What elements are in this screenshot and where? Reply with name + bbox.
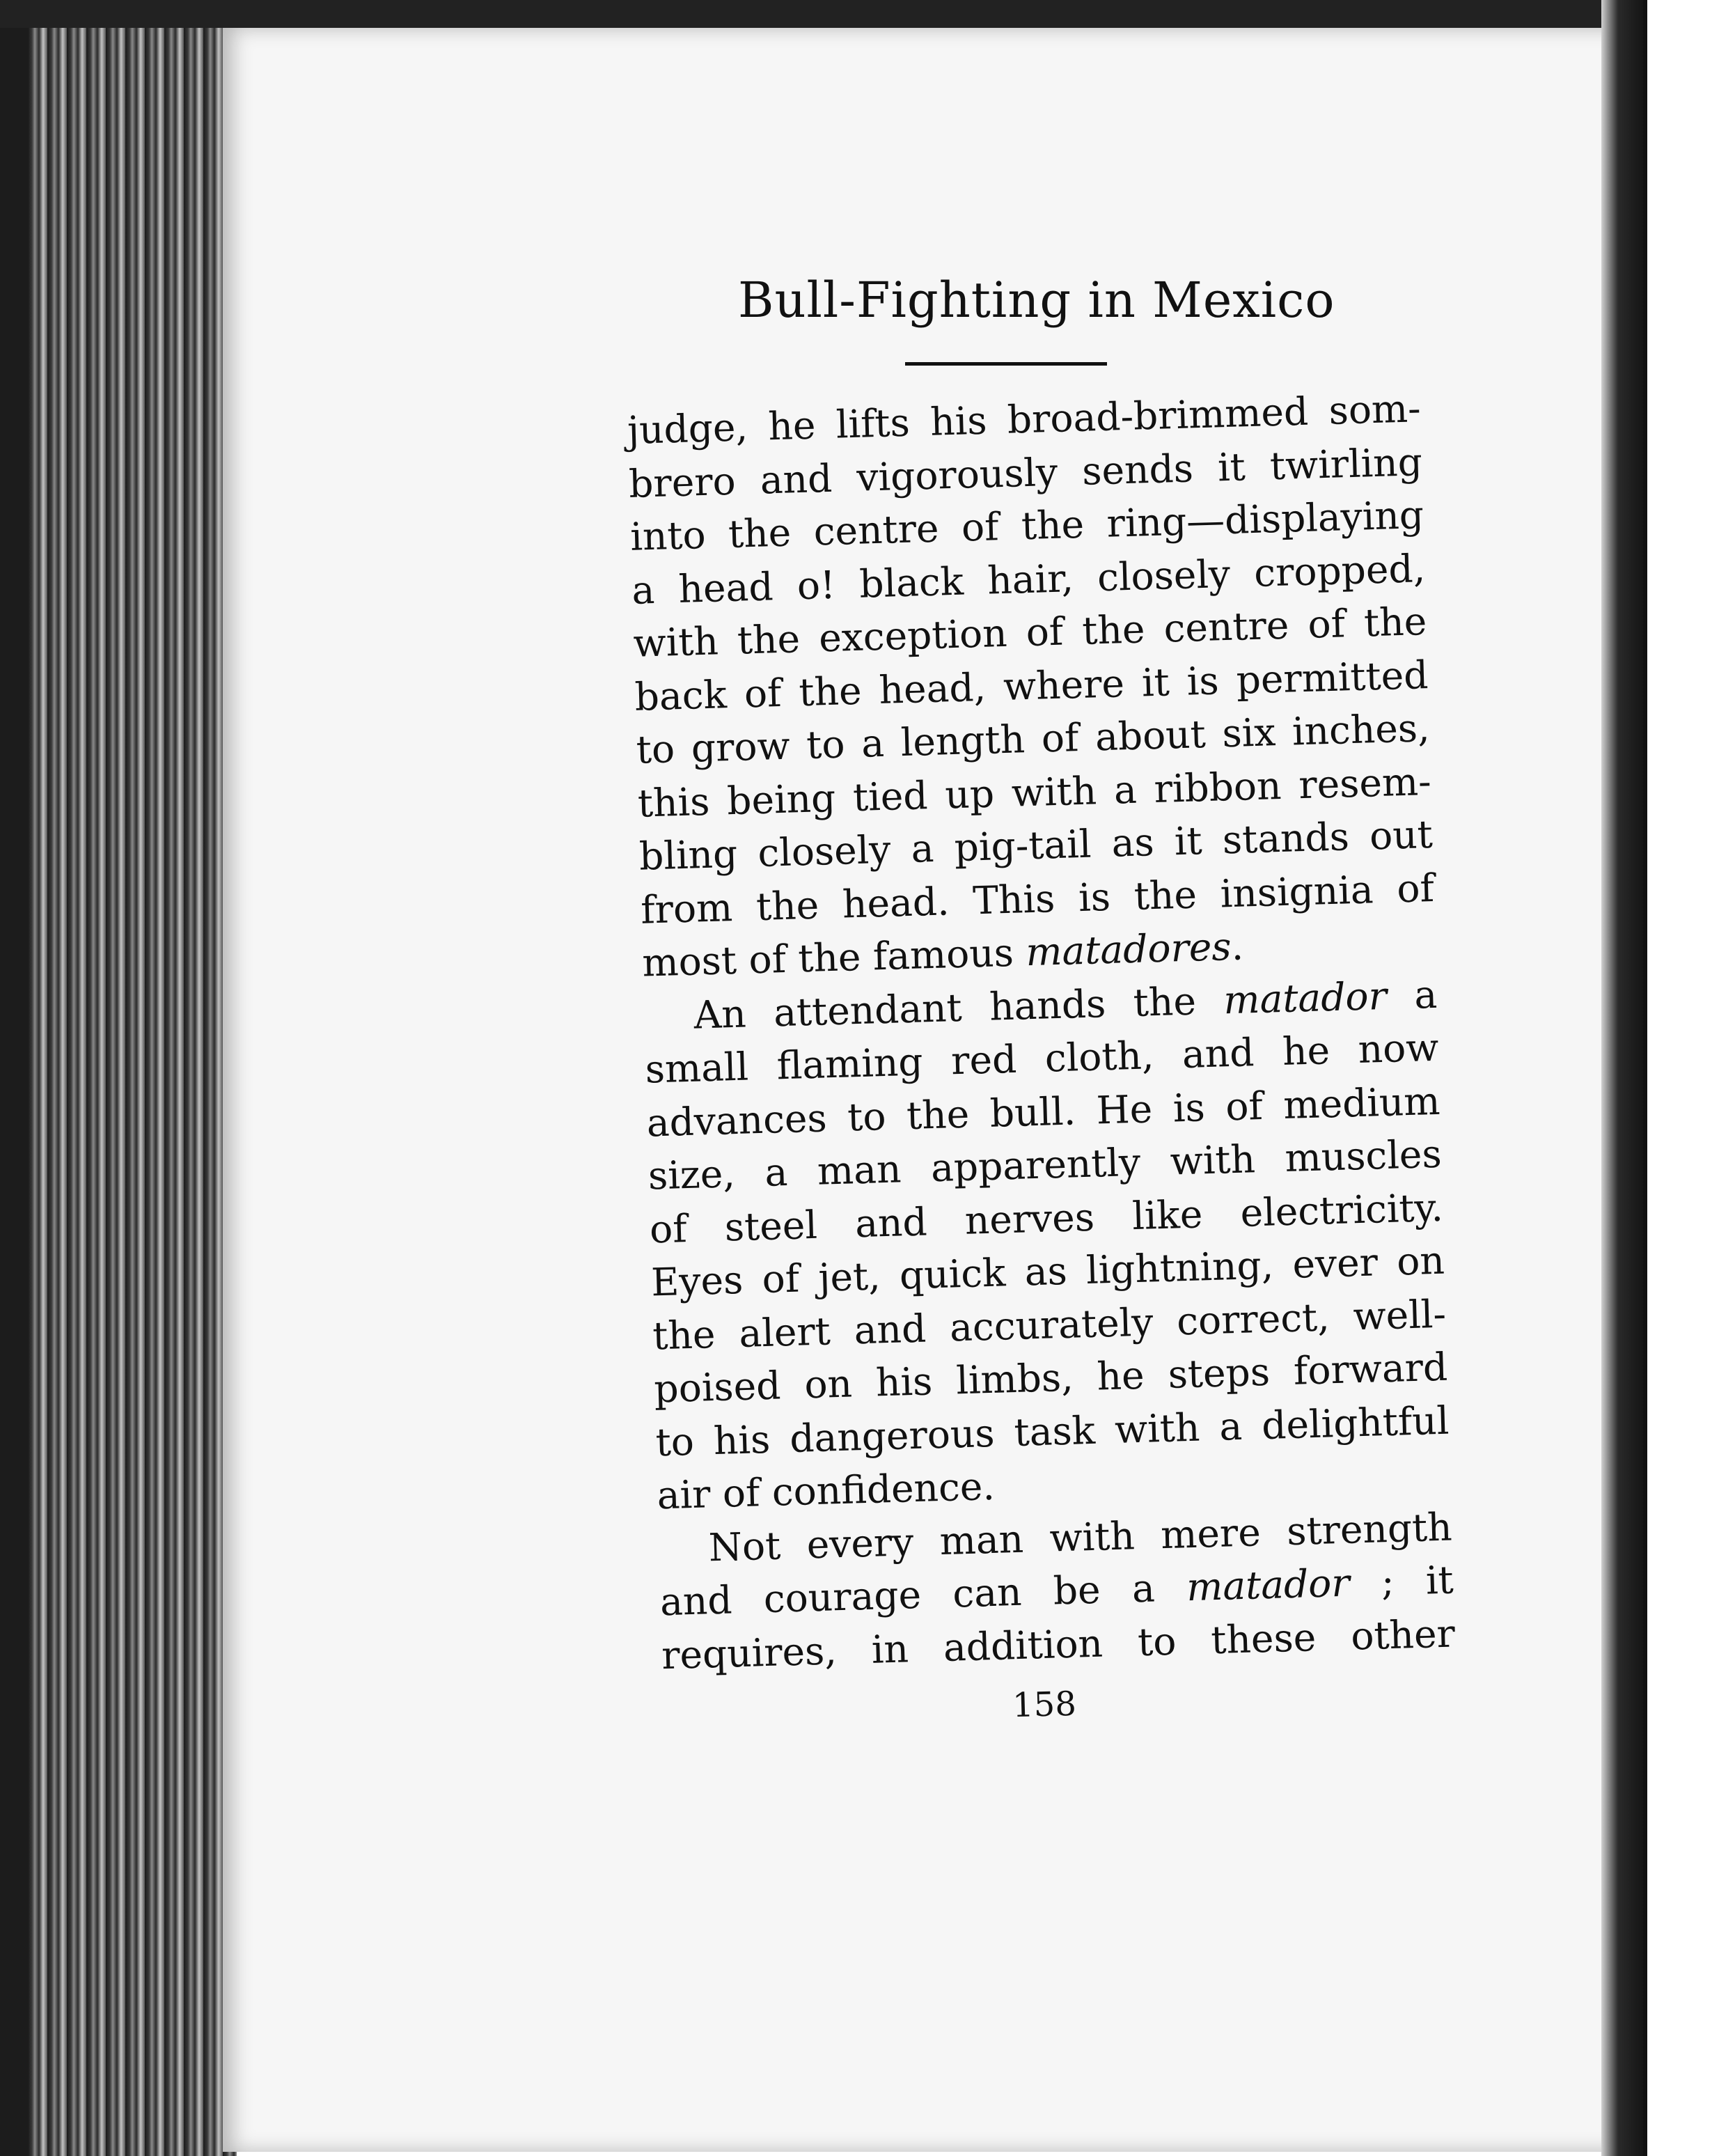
text-line: this being tied up with a ribbon resem- [637, 758, 1432, 826]
text-line: advances to the bull. He is of medium [645, 1078, 1441, 1146]
text-line: poised on his limbs, he steps forward [653, 1344, 1448, 1412]
text-run: ; it [1349, 1557, 1454, 1605]
page-gutter [1601, 0, 1643, 2156]
facing-page-edge [1643, 0, 1735, 2156]
text-line: small flaming red cloth, and he now [644, 1024, 1440, 1092]
text-line: requires, in addition to these other [661, 1610, 1456, 1678]
text-run: An attendant hands the [693, 977, 1225, 1038]
italic-term: matador [1223, 973, 1388, 1022]
head-rule [905, 362, 1107, 366]
italic-term: matadores [1025, 924, 1232, 975]
text-line: brero and vigorously sends it twirling [628, 439, 1423, 506]
text-line: air of confidence. [656, 1463, 996, 1518]
book-top-edge [0, 0, 1636, 28]
text-line: to his dangerous task with a delightful [654, 1398, 1450, 1464]
text-line: size, a man apparently with muscles [647, 1131, 1443, 1198]
text-line: judge, he lifts his broad-brimmed som- [627, 386, 1422, 453]
text-line: from the head. This is the insignia of [640, 865, 1435, 932]
page-edges [28, 0, 237, 2156]
text-run: most of the famous [641, 930, 1027, 985]
text-line: of steel and nerves like electricity. [649, 1185, 1444, 1252]
italic-term: matador [1186, 1560, 1351, 1610]
running-head: Bull-Fighting in Mexico [738, 272, 1335, 329]
text-run: a [1385, 971, 1438, 1018]
text-line: back of the head, where it is permitted [634, 652, 1429, 719]
text-line: bling closely a pig-tail as it stands out [638, 811, 1434, 879]
text-line: a head o! black hair, closely cropped, [631, 545, 1426, 613]
text-line: Not every man with mere strength [707, 1504, 1453, 1570]
text-line: to grow to a length of about six inches, [635, 705, 1431, 772]
body-text [627, 382, 1456, 1682]
page-number: 158 [1012, 1684, 1077, 1726]
text-line: with the exception of the centre of the [632, 599, 1428, 666]
text-line: the alert and accurately correct, well- [652, 1291, 1447, 1358]
text-line: Eyes of jet, quick as lightning, ever on [650, 1237, 1445, 1305]
text-run: . [1230, 923, 1244, 969]
text-run: and courage can be a [659, 1565, 1188, 1625]
text-line: into the centre of the ring—displaying [629, 492, 1424, 559]
